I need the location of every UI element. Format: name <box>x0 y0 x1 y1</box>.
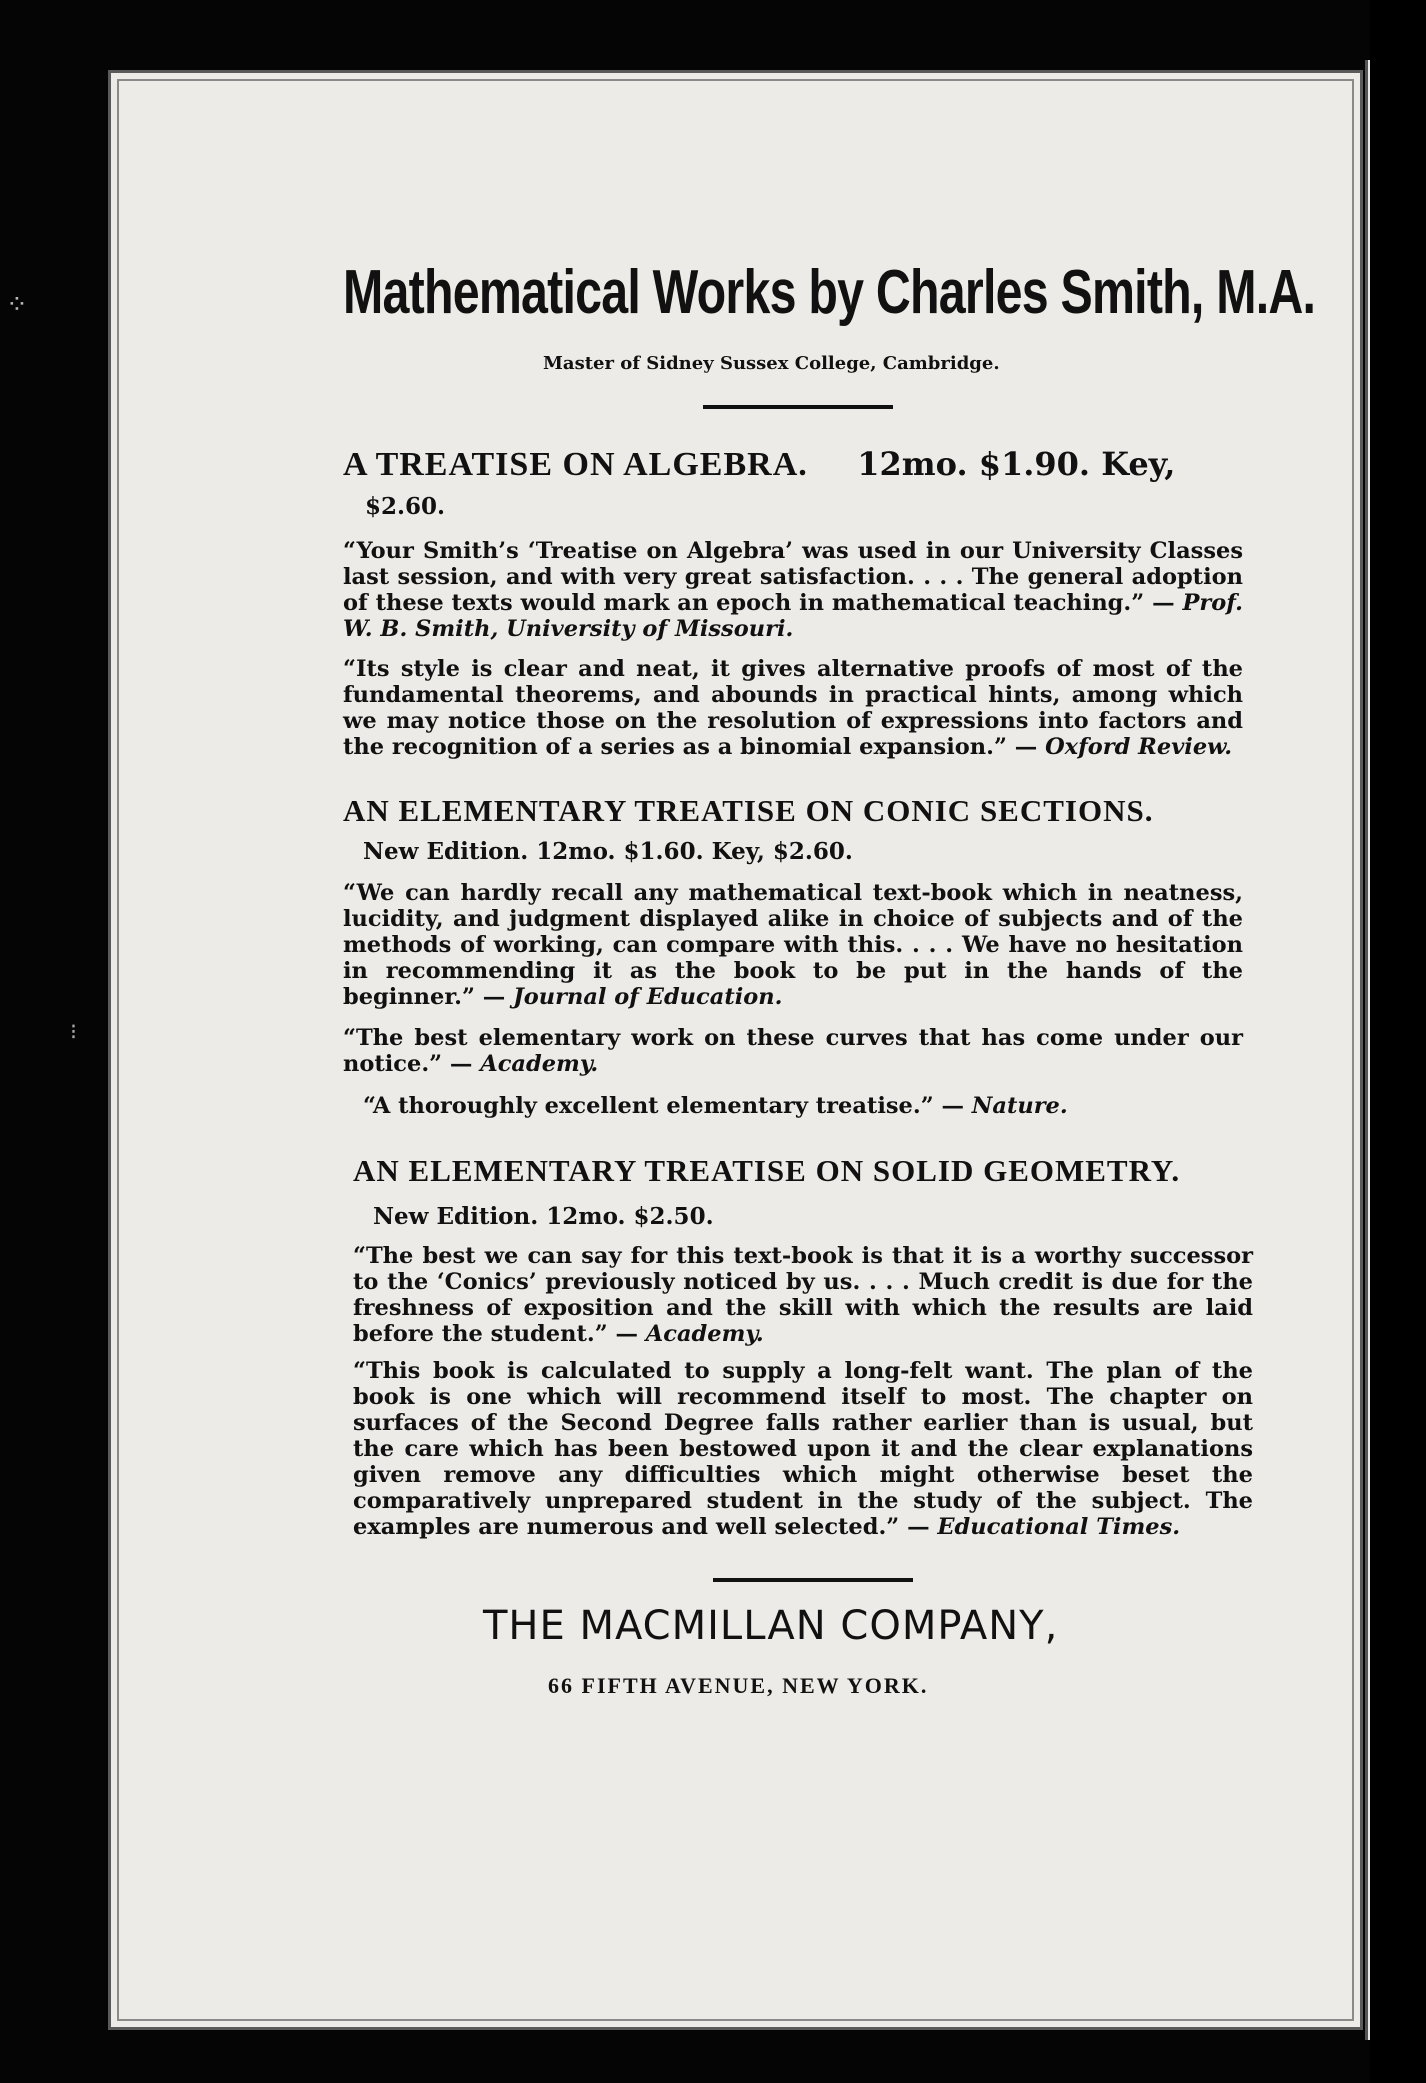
book-title-text: AN ELEMENTARY TREATISE ON SOLID GEOMETRY. <box>353 1153 1181 1188</box>
quote-source: Nature. <box>971 1093 1068 1119</box>
scan-artifact: ⁝ <box>70 1020 77 1045</box>
quote-text: “The best we can say for this text-book is that it is a worthy successor to the ‘Conics’ previously noticed by us. . . . Much credit is due for the freshness of exposition and the skill with which the results are laid before the student.” — <box>353 1243 1253 1347</box>
book-price: 12mo. $1.90. Key, <box>857 445 1176 483</box>
quote-source: Prof. W. B. Smith, University of Missouri. <box>343 590 1243 642</box>
quote-source: Academy. <box>480 1051 599 1077</box>
publisher-address: 66 FIFTH AVENUE, NEW YORK. <box>548 1673 929 1698</box>
book-title-algebra <box>343 445 1175 484</box>
review-quote <box>353 1243 1253 1347</box>
quote-source: Educational Times. <box>937 1514 1181 1540</box>
divider-rule <box>713 1578 913 1582</box>
review-quote <box>343 538 1243 642</box>
quote-source: Oxford Review. <box>1045 734 1233 760</box>
book-title-conic-sections <box>343 793 1153 829</box>
page-subtitle: Master of Sidney Sussex College, Cambridge. <box>543 353 1000 374</box>
review-quote <box>353 1358 1253 1540</box>
publisher-name: THE MACMILLAN COMPANY, <box>483 1603 1059 1649</box>
review-quote <box>343 1025 1243 1077</box>
quote-source: Academy. <box>645 1321 764 1347</box>
quote-text: “We can hardly recall any mathematical text-book which in neatness, lucidity, and judgment displayed alike in choice of subjects and of the methods of working, can compare with this. . . . We have no hesitation in recommending it as the book to be put in the hands of the beginner.” — <box>343 880 1243 1010</box>
book-price-continued: $2.60. <box>365 493 446 520</box>
review-quote <box>363 1093 1263 1119</box>
scan-artifact: ⁘ <box>6 290 28 320</box>
review-quote <box>343 656 1243 760</box>
page-title: Mathematical Works by Charles Smith, M.A. <box>343 258 1316 327</box>
quote-text: “The best elementary work on these curves that has come under our notice.” — <box>343 1025 1243 1077</box>
quote-text: “Its style is clear and neat, it gives alternative proofs of most of the fundamental theorems, and abounds in practical hints, among which we may notice those on the resolution of expressions into factors and the recognition of a series as a binomial expansion.” — <box>343 656 1243 760</box>
book-title-text: A TREATISE ON ALGEBRA. <box>343 446 808 483</box>
quote-text: “A thoroughly excellent elementary treatise.” — <box>363 1093 972 1119</box>
book-price: New Edition. 12mo. $1.60. Key, $2.60. <box>363 838 853 865</box>
quote-source: Journal of Education. <box>513 984 783 1010</box>
book-title-text: AN ELEMENTARY TREATISE ON CONIC SECTIONS. <box>343 793 1154 828</box>
book-title-solid-geometry <box>353 1153 1180 1189</box>
quote-text: “Your Smith’s ‘Treatise on Algebra’ was used in our University Classes last session, and with very great satisfaction. . . . The general adoption of these texts would mark an epoch in mathematical teaching.” — <box>343 538 1243 616</box>
divider-rule <box>703 405 893 409</box>
review-quote <box>343 880 1243 1010</box>
book-price: New Edition. 12mo. $2.50. <box>373 1203 714 1230</box>
scan-border <box>1370 0 1426 2083</box>
document-page <box>108 70 1363 2030</box>
quote-text: “This book is calculated to supply a long-felt want. The plan of the book is one which will recommend itself to most. The chapter on surfaces of the Second Degree falls rather earlier than is usual, but the care which has been bestowed upon it and the clear explanations given remove any difficulties which might otherwise beset the comparatively unprepared student in the study of the subject. The examples are numerous and well selected.” — <box>353 1358 1253 1540</box>
